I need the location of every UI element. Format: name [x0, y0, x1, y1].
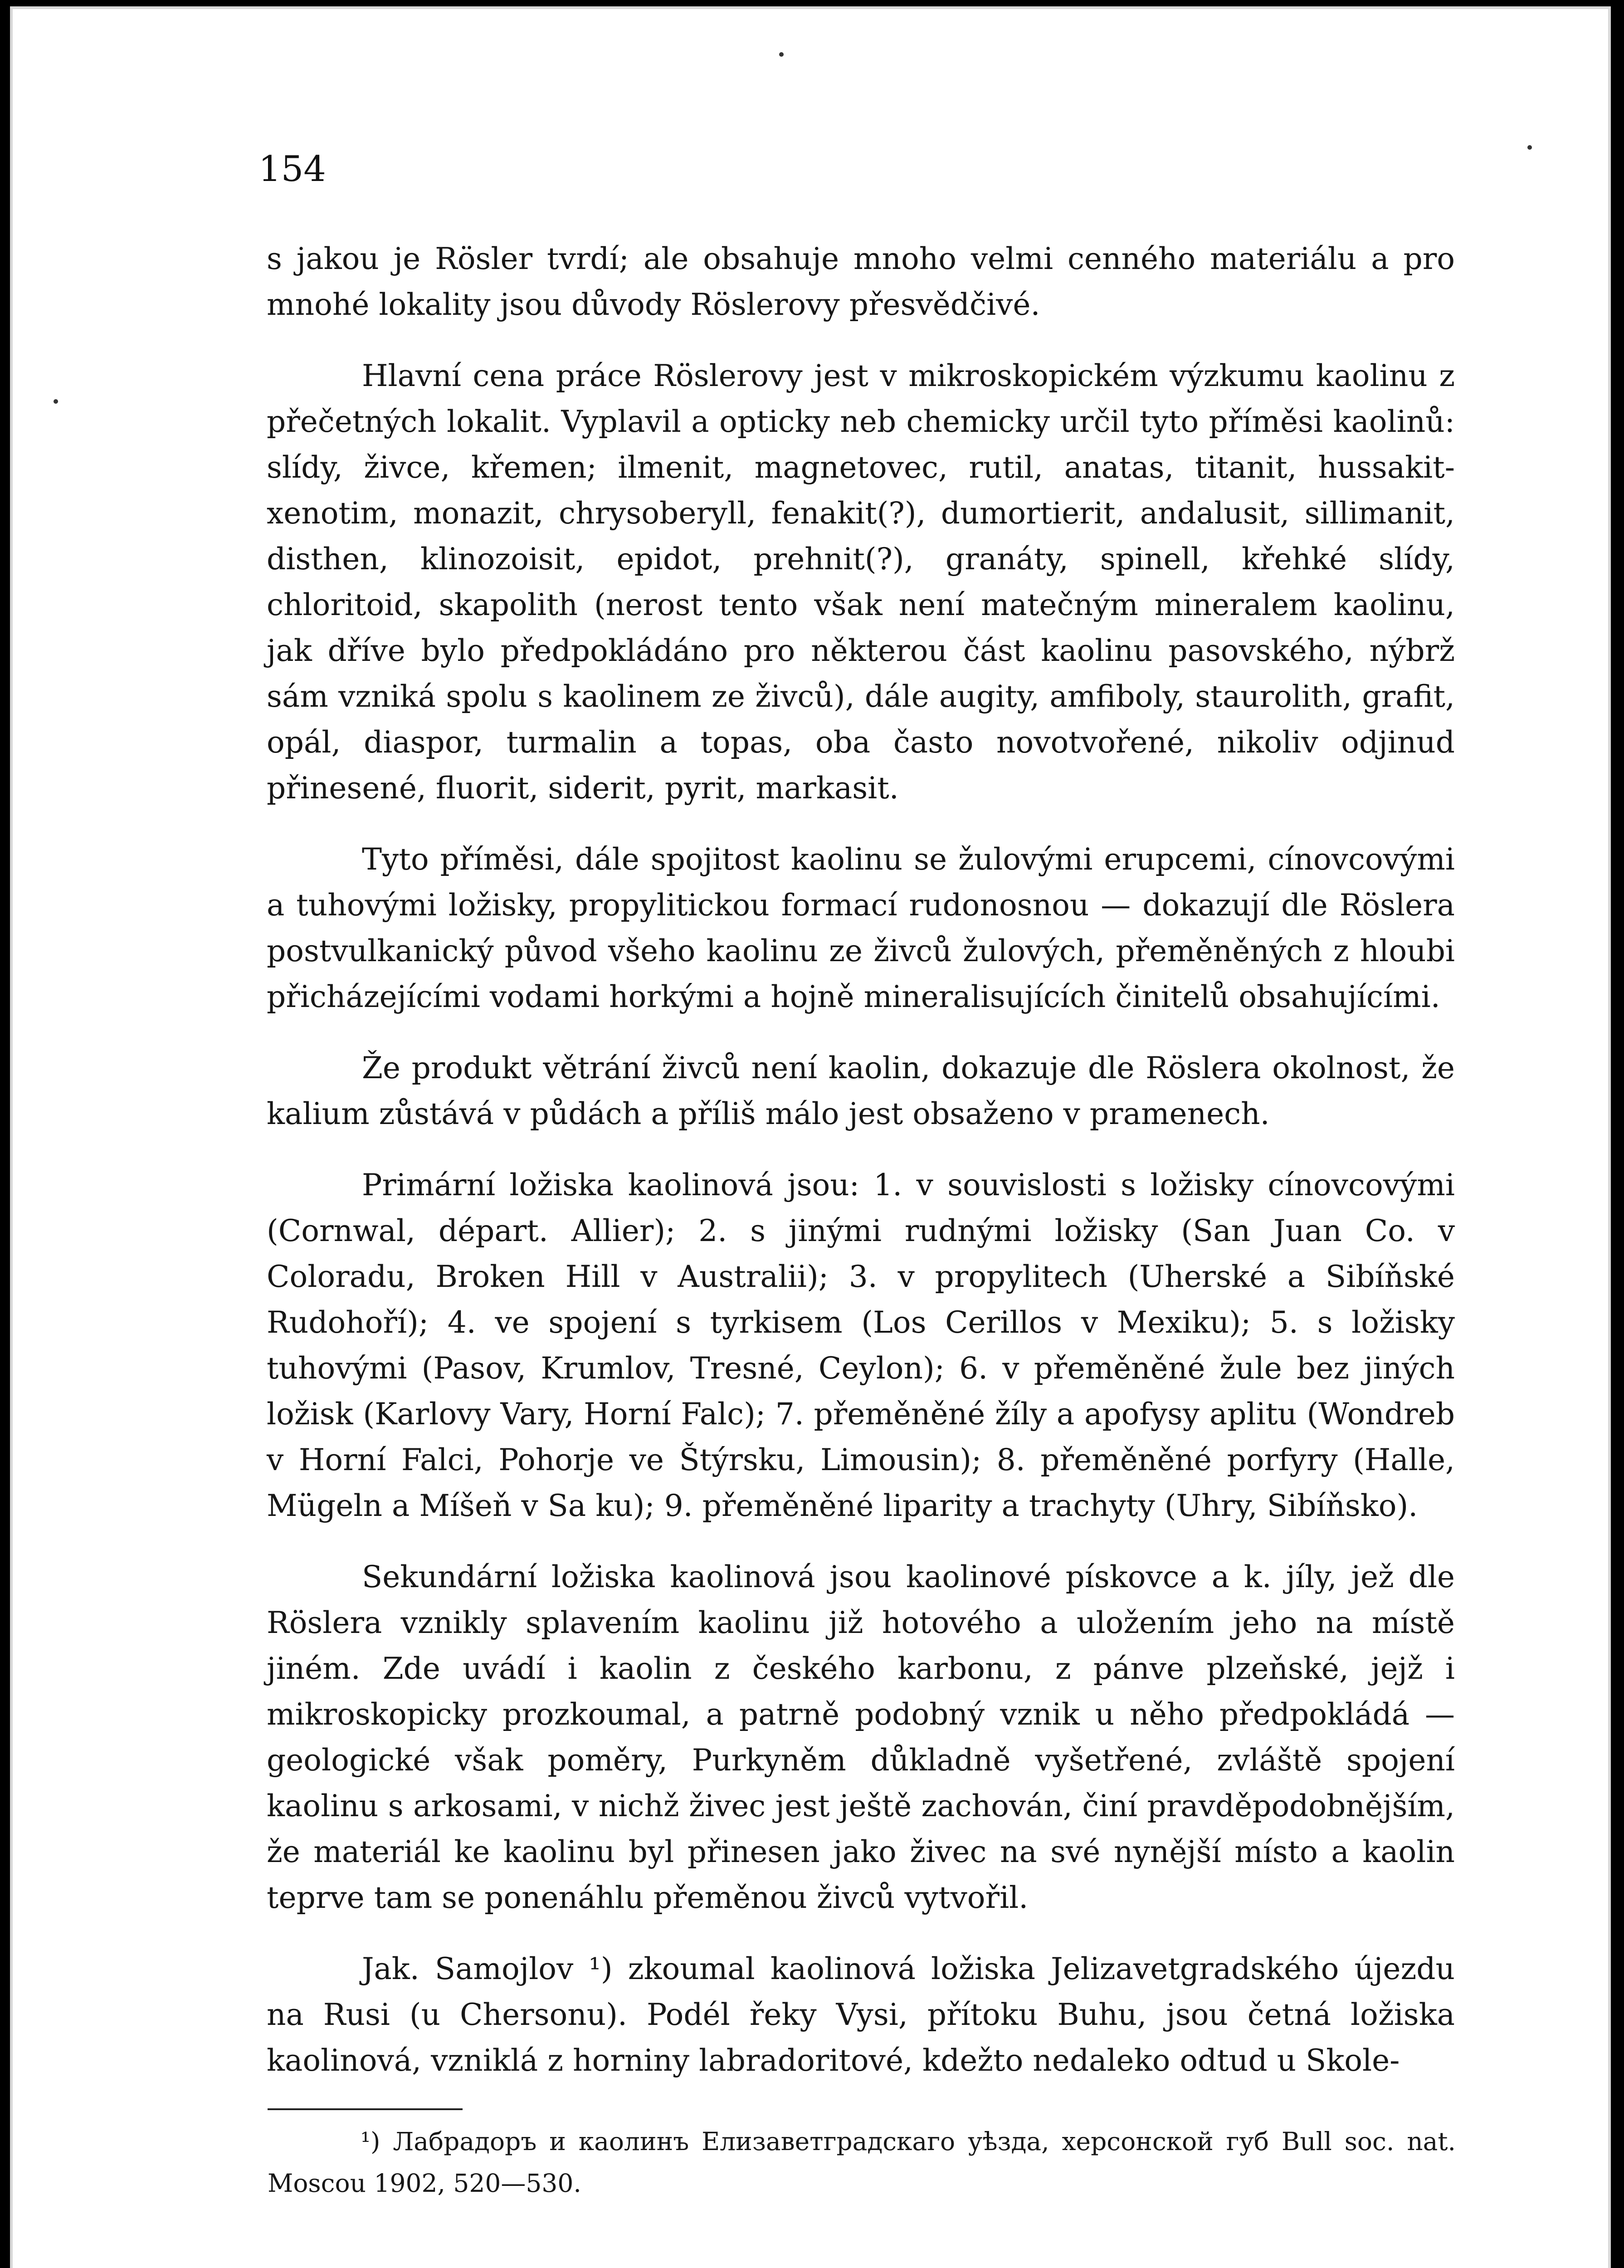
- paragraph-2: Hlavní cena práce Röslerovy jest v mikroskopickém výzkumu kaolinu z přečetných lokalit. Vyplavil a opticky neb chemicky určil tyto příměsi kaolinů: slídy, živce, křemen; ilmenit, magnetovec, rutil, anatas, titanit, hussakit-xenotim, monazit, chrysoberyll, fenakit(?), dumortierit, andalusit, sillimanit, disthen, klinozoisit, epidot, prehnit(?), granáty, spinell, křehké slídy, chloritoid, skapolith (nerost tento však není matečným mineralem kaolinu, jak dříve bylo předpokládáno pro některou část kaolinu pasovského, nýbrž sám vzniká spolu s kaolinem ze živců), dále augity, amfiboly, staurolith, grafit, opál, diaspor, turmalin a topas, oba často novotvořené, nikoliv odjinud přinesené, fluorit, siderit, pyrit, markasit.: [267, 358, 1455, 806]
- page-number: 154: [258, 149, 326, 190]
- footnote-divider: [268, 2108, 463, 2110]
- paragraph-5: Primární ložiska kaolinová jsou: 1. v souvislosti s ložisky cínovcovými (Cornwal, départ. Allier); 2. s jinými rudnými ložisky (San Juan Co. v Coloradu, Broken Hill v Australii); 3. v propylitech (Uherské a Sibíňské Rudohoří); 4. ve spojení s tyrkisem (Los Cerillos v Mexiku); 5. s ložisky tuhovými (Pasov, Krumlov, Tresné, Ceylon); 6. v přeměněné žule bez jiných ložisk (Karlovy Vary, Horní Falc); 7. přeměněné žíly a apofysy aplitu (Wondreb v Horní Falci, Pohorje ve Štýrsku, Limousin); 8. přeměněné porfyry (Halle, Mügeln a Míšeň v Sa ku); 9. přeměněné liparity a trachyty (Uhry, Sibíňsko).: [267, 1168, 1455, 1523]
- scan-speck: [1527, 145, 1532, 150]
- paragraph-7: Jak. Samojlov ¹) zkoumal kaolinová ložiska Jelizavetgradského újezdu na Rusi (u Chersonu). Podél řeky Vysi, přítoku Buhu, jsou četná ložiska kaolinová, vzniklá z horniny labradoritové, kdežto nedaleko odtud u Skole-: [267, 1951, 1455, 2078]
- scan-speck: [779, 52, 784, 57]
- paragraph-1: s jakou je Rösler tvrdí; ale obsahuje mnoho velmi cenného materiálu a pro mnohé lokality jsou důvody Röslerovy přesvědčivé.: [267, 241, 1455, 322]
- footnote: ¹) Лабрадоръ и каолинъ Елизаветградскаго уѣзда, херсонской губ Bull soc. nat. Moscou 1902, 520—530.: [268, 2127, 1456, 2198]
- scan-speck: [54, 399, 58, 404]
- paragraph-6: Sekundární ložiska kaolinová jsou kaolinové pískovce a k. jíly, jež dle Röslera vznikly splavením kaolinu již hotového a uložením jeho na místě jiném. Zde uvádí i kaolin z českého karbonu, z pánve plzeňské, jejž i mikroskopicky prozkoumal, a patrně podobný vznik u něho předpokládá — geologické však poměry, Purkyněm důkladně vyšetřené, zvláště spojení kaolinu s arkosami, v nichž živec jest ještě zachován, činí pravděpodobnějším, že materiál ke kaolinu byl přinesen jako živec na své nynější místo a kaolin teprve tam se ponenáhlu přeměnou živců vytvořil.: [267, 1559, 1455, 1915]
- body-text: [267, 236, 1455, 2109]
- paragraph-4: Že produkt větrání živců není kaolin, dokazuje dle Röslera okolnost, že kalium zůstává v půdách a příliš málo jest obsaženo v pramenech.: [267, 1051, 1455, 1131]
- document-page: [10, 6, 1611, 2268]
- paragraph-3: Tyto příměsi, dále spojitost kaolinu se žulovými erupcemi, cínovcovými a tuhovými ložisky, propylitickou formací rudonosnou — dokazují dle Röslera postvulkanický původ všeho kaolinu ze živců žulových, přeměněných z hloubi přicházejícími vodami horkými a hojně mineralisujících činitelů obsahujícími.: [267, 842, 1455, 1014]
